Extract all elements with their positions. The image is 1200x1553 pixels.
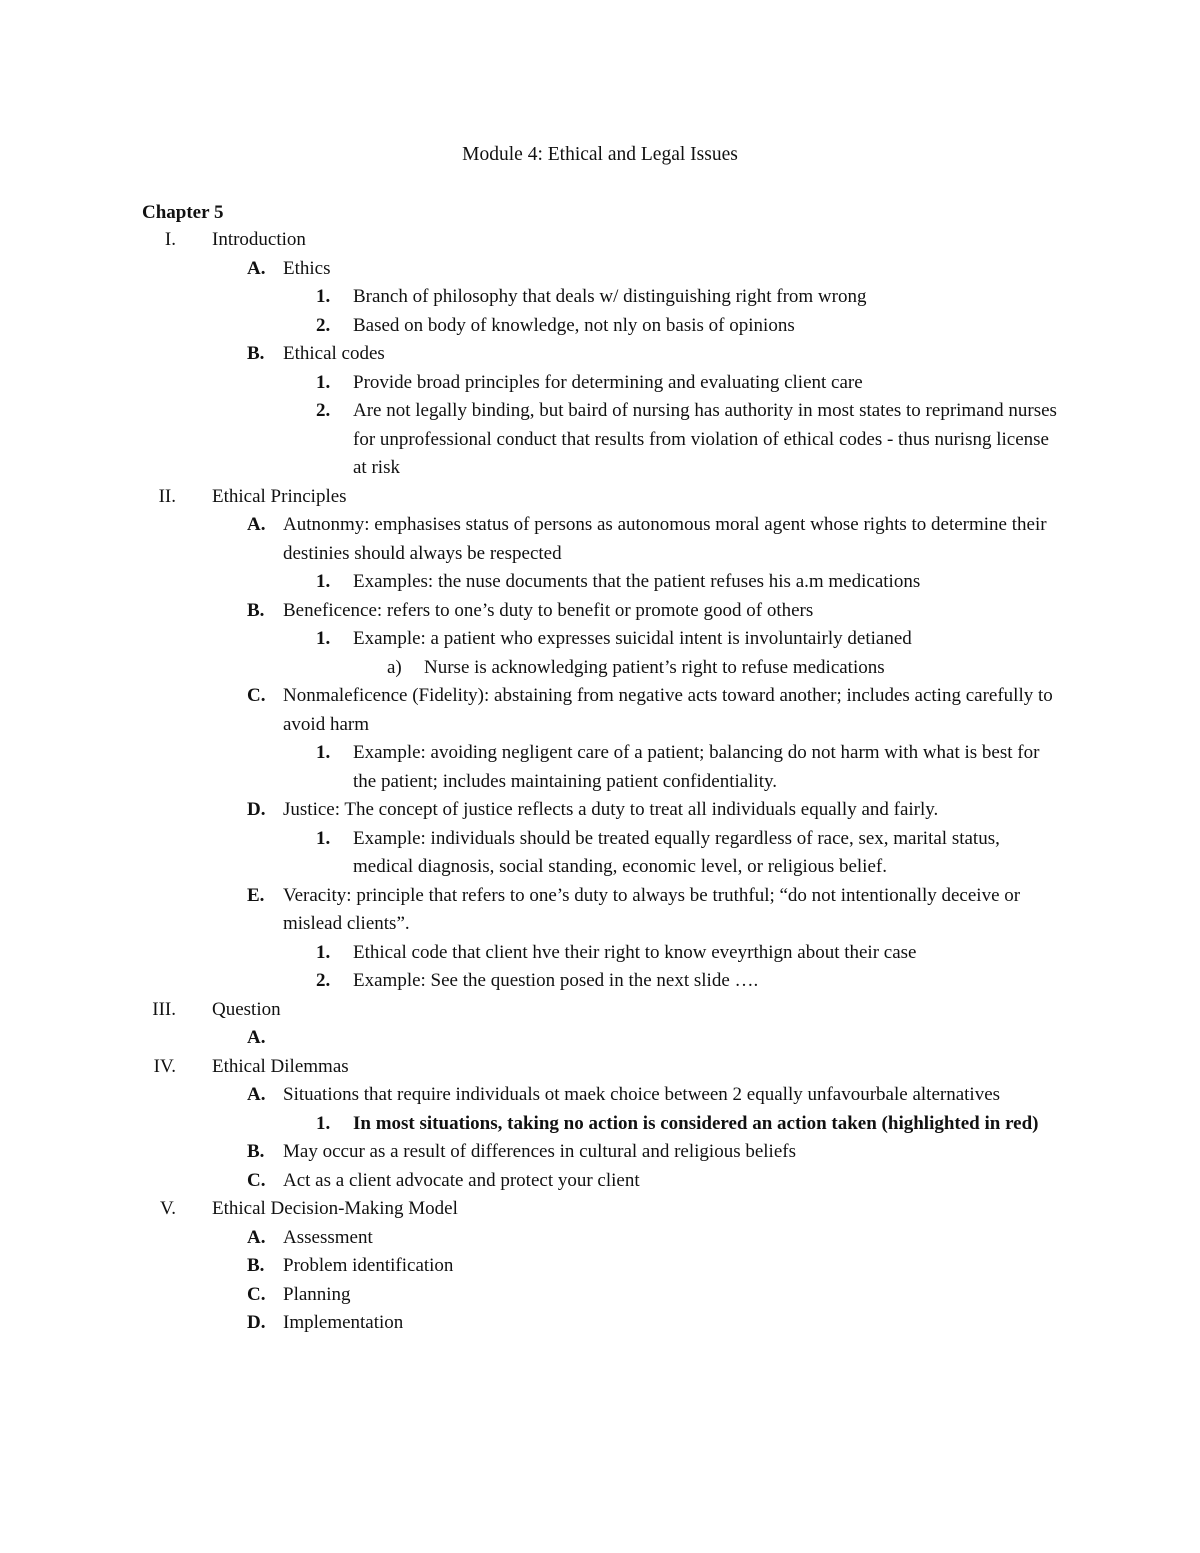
outline-marker: D. [247,1312,266,1333]
outline-text: Examples: the nuse documents that the patient refuses his a.m medications [353,571,921,592]
outline-item [0,1053,1200,1082]
outline-item [0,511,1200,568]
outline-item [0,1281,1200,1310]
outline-text: May occur as a result of differences in cultural and religious beliefs [283,1141,796,1162]
outline-marker: C. [247,1283,266,1305]
outline-text: Ethical Dilemmas [212,1055,349,1077]
outline-marker: II. [158,485,176,507]
outline-item [0,283,1200,312]
outline-marker: 1. [316,286,331,307]
outline-item [0,654,1200,683]
outline-text: Ethics [283,257,331,279]
outline-item [0,682,1200,739]
outline-item [0,625,1200,654]
outline-item [0,226,1200,255]
outline-text: Ethical Principles [212,485,347,507]
outline-text: Introduction [212,229,306,250]
outline-marker: I. [164,229,176,250]
outline-text: Example: a patient who expresses suicidal intent is involuntairly detianed [353,628,912,649]
outline-item [0,1224,1200,1253]
outline-text: Ethical code that client hve their right to know eveyrthign about their case [353,941,917,963]
outline-marker: B. [247,1255,265,1276]
outline-text: Example: avoiding negligent care of a patient; balancing do not harm with what is best for the patient; includes maintaining patient confidentiality. [353,742,1040,792]
outline-item [0,1024,1200,1053]
outline-marker: E. [247,884,265,906]
outline-marker: B. [247,1141,265,1162]
page-title: Module 4: Ethical and Legal Issues [462,144,738,165]
outline-item [0,967,1200,996]
outline-marker: V. [159,1198,176,1219]
outline-text: Nonmaleficence (Fidelity): abstaining from negative acts toward another; includes acting carefully to avoid harm [283,685,1053,735]
outline-marker: III. [152,998,176,1020]
outline-marker: IV. [153,1055,176,1077]
outline-marker: 2. [316,314,331,336]
outline-marker: A. [247,514,266,535]
outline-text: Example: See the question posed in the next slide …. [353,970,759,991]
outline-marker: 1. [316,827,331,849]
outline-text: Planning [283,1283,351,1305]
outline-text: Situations that require individuals ot maek choice between 2 equally unfavourbale alternatives [283,1084,1001,1105]
outline-text: Nurse is acknowledging patient’s right to refuse medications [424,656,885,678]
outline-marker: 1. [316,1112,331,1134]
outline-item [0,825,1200,882]
outline-item [0,1195,1200,1224]
outline-text: Question [212,998,281,1020]
outline-marker: 1. [316,742,331,763]
outline-marker: 1. [316,941,331,963]
outline-item [0,369,1200,398]
outline-item [0,1138,1200,1167]
outline-text: Ethical codes [283,343,385,364]
outline-item [0,312,1200,341]
outline-item [0,1081,1200,1110]
outline-text: Problem identification [283,1255,454,1276]
outline-item [0,1167,1200,1196]
outline-item [0,397,1200,483]
chapter-heading: Chapter 5 [142,202,224,223]
outline-text: Justice: The concept of justice reflects a duty to treat all individuals equally and fairly. [283,799,939,820]
outline-text: Veracity: principle that refers to one’s duty to always be truthful; “do not intentionally deceive or mislead clients”. [283,884,1021,934]
outline-text: Example: individuals should be treated equally regardless of race, sex, marital status, medical diagnosis, social standing, economic level, or religious belief. [353,827,1000,877]
outline-item [0,996,1200,1025]
outline-text [283,1024,1063,1053]
outline-marker: C. [247,685,266,706]
outline-item [0,597,1200,626]
outline-marker: 1. [316,371,331,393]
outline-list [0,226,1200,1338]
outline-item [0,483,1200,512]
outline-marker: A. [247,1027,266,1048]
outline-text: Beneficence: refers to one’s duty to benefit or promote good of others [283,599,814,621]
outline-item [0,739,1200,796]
outline-text: Branch of philosophy that deals w/ distinguishing right from wrong [353,286,867,307]
outline-text: Based on body of knowledge, not nly on basis of opinions [353,314,795,336]
outline-marker: A. [247,1226,266,1248]
outline-item [0,255,1200,284]
outline-marker: A. [247,1084,266,1105]
outline-marker: B. [247,599,265,621]
outline-item [0,568,1200,597]
outline-text: Implementation [283,1312,404,1333]
outline-marker: 1. [316,628,331,649]
outline-marker: C. [247,1169,266,1191]
outline-item [0,939,1200,968]
outline-text: Are not legally binding, but baird of nursing has authority in most states to reprimand nurses for unprofessional conduct that results from violation of ethical codes - thus nurisng license at risk [353,400,1057,478]
outline-marker: A. [247,257,266,279]
outline-item [0,1110,1200,1139]
outline-text: Autnonmy: emphasises status of persons as autonomous moral agent whose rights to determine their destinies should always be respected [283,514,1047,564]
outline-marker: D. [247,799,266,820]
outline-marker: a) [387,656,402,678]
outline-marker: 2. [316,970,331,991]
outline-text: Ethical Decision-Making Model [212,1198,458,1219]
outline-item [0,796,1200,825]
outline-text: Assessment [283,1226,373,1248]
outline-text: In most situations, taking no action is considered an action taken (highlighted in red) [353,1112,1039,1134]
outline-marker: 1. [316,571,331,592]
outline-text: Act as a client advocate and protect your client [283,1169,640,1191]
outline-item [0,1252,1200,1281]
outline-item [0,340,1200,369]
outline-text: Provide broad principles for determining and evaluating client care [353,371,863,393]
outline-item [0,1309,1200,1338]
outline-marker: 2. [316,400,331,421]
outline-item [0,882,1200,939]
outline-marker: B. [247,343,265,364]
